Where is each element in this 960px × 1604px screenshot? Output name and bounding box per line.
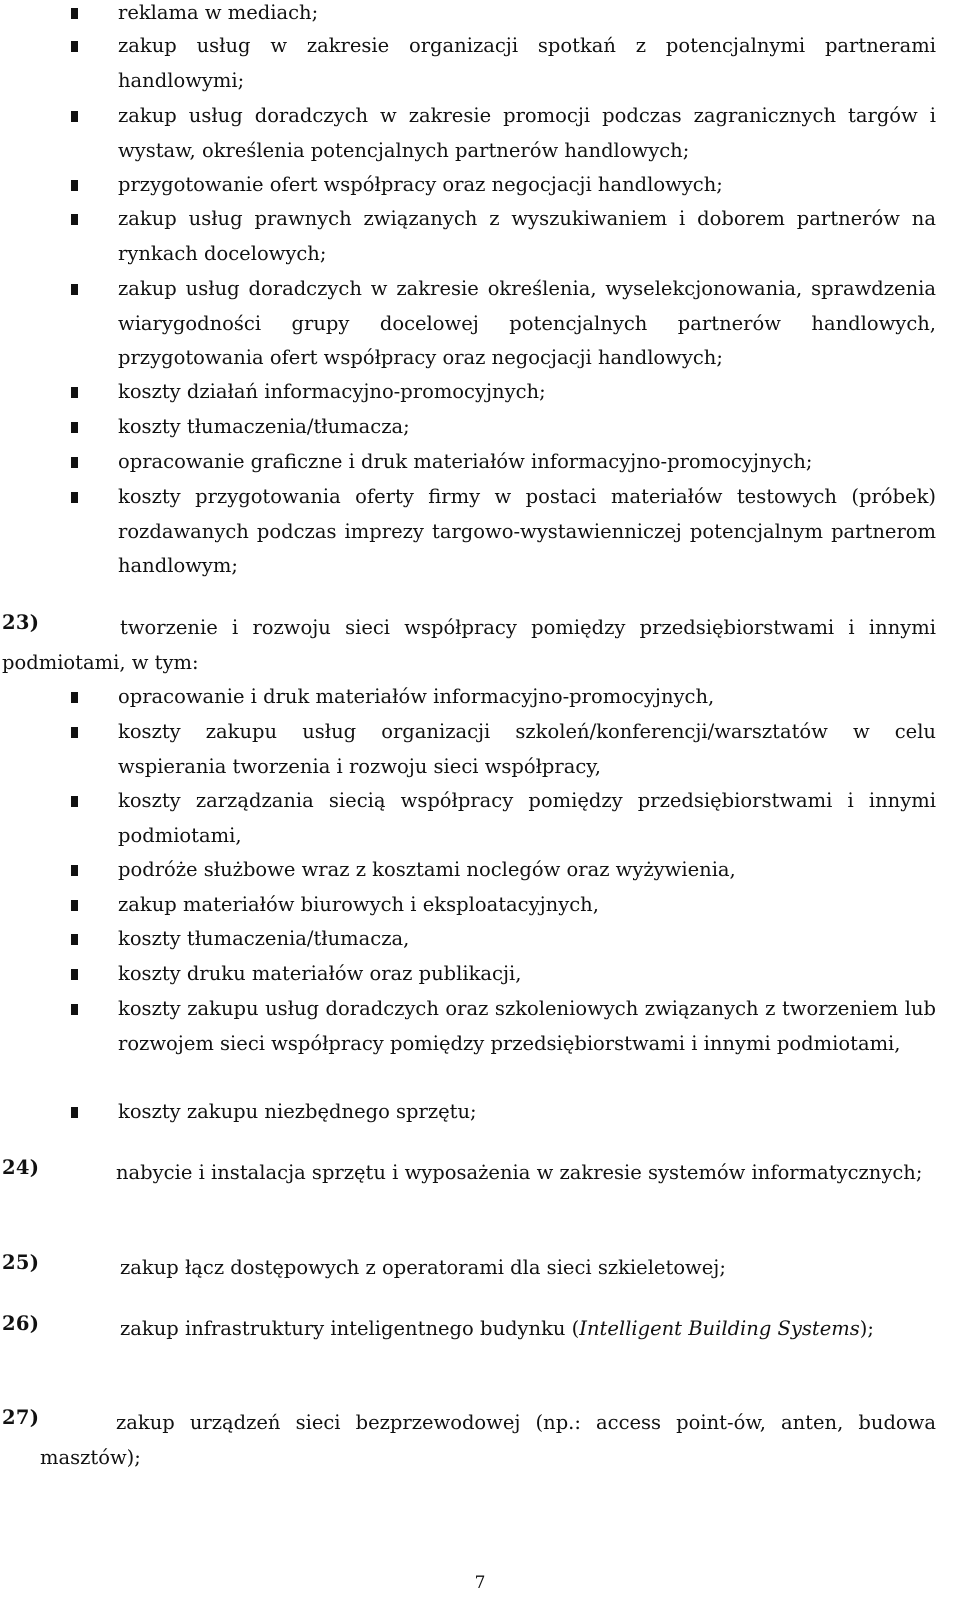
point-number: 24) bbox=[2, 1156, 40, 1179]
list-item: koszty tłumaczenia/tłumacza, bbox=[118, 927, 410, 950]
point-text bbox=[40, 1156, 936, 1191]
square-bullet-icon bbox=[71, 796, 78, 807]
point-text-content: zakup łącz dostępowych z operatorami dla sieci szkieletowej; bbox=[120, 1256, 726, 1279]
square-bullet-icon bbox=[71, 41, 78, 52]
point-text-tail: ); bbox=[859, 1317, 874, 1340]
square-bullet-icon bbox=[71, 457, 78, 468]
square-bullet-icon bbox=[71, 214, 78, 225]
list-item: koszty zakupu usług doradczych oraz szkoleniowych związanych z tworzeniem lub rozwojem sieci współpracy pomiędzy przedsiębiorstwami i innymi podmiotami, bbox=[118, 997, 936, 1055]
square-bullet-icon bbox=[71, 180, 78, 191]
square-bullet-icon bbox=[71, 492, 78, 503]
point-number: 27) bbox=[2, 1406, 40, 1429]
point-text bbox=[2, 611, 936, 680]
square-bullet-icon bbox=[71, 1004, 78, 1015]
square-bullet-icon bbox=[71, 727, 78, 738]
point-number: 23) bbox=[2, 611, 40, 634]
page-number: 7 bbox=[474, 1573, 486, 1593]
point-number: 26) bbox=[2, 1312, 40, 1335]
list-item: podróże służbowe wraz z kosztami noclegów oraz wyżywienia, bbox=[118, 858, 736, 881]
list-item: zakup materiałów biurowych i eksploatacyjnych, bbox=[118, 893, 599, 916]
point-text bbox=[40, 1251, 936, 1286]
point-text-italic: Intelligent Building Systems bbox=[579, 1317, 860, 1340]
point-text-content: zakup urządzeń sieci bezprzewodowej (np.: access point-ów, anten, budowa masztów); bbox=[40, 1411, 936, 1469]
point-text bbox=[40, 1406, 936, 1475]
square-bullet-icon bbox=[71, 111, 78, 122]
square-bullet-icon bbox=[71, 865, 78, 876]
list-item: reklama w mediach; bbox=[118, 1, 319, 24]
list-item: koszty zakupu usług organizacji szkoleń/konferencji/warsztatów w celu wspierania tworzenia i rozwoju sieci współpracy, bbox=[118, 720, 936, 778]
list-item: zakup usług doradczych w zakresie promocji podczas zagranicznych targów i wystaw, określenia potencjalnych partnerów handlowych; bbox=[118, 104, 936, 162]
point-text-content: zakup infrastruktury inteligentnego budynku ( bbox=[120, 1317, 580, 1340]
point-number: 25) bbox=[2, 1251, 40, 1274]
list-item: koszty druku materiałów oraz publikacji, bbox=[118, 962, 522, 985]
list-item: koszty przygotowania oferty firmy w postaci materiałów testowych (próbek) rozdawanych podczas imprezy targowo-wystawienniczej potencjalnym partnerom handlowym; bbox=[118, 485, 936, 577]
list-item: zakup usług prawnych związanych z wyszukiwaniem i doborem partnerów na rynkach docelowych; bbox=[118, 207, 936, 265]
square-bullet-icon bbox=[71, 422, 78, 433]
list-item: zakup usług w zakresie organizacji spotkań z potencjalnymi partnerami handlowymi; bbox=[118, 34, 936, 92]
square-bullet-icon bbox=[71, 1107, 78, 1118]
square-bullet-icon bbox=[71, 284, 78, 295]
list-item: zakup usług doradczych w zakresie określenia, wyselekcjonowania, sprawdzenia wiarygodności grupy docelowej potencjalnych partnerów handlowych, przygotowania ofert współpracy oraz negocjacji handlowych; bbox=[118, 277, 936, 369]
square-bullet-icon bbox=[71, 934, 78, 945]
square-bullet-icon bbox=[71, 8, 78, 19]
list-item: koszty tłumaczenia/tłumacza; bbox=[118, 415, 410, 438]
point-text bbox=[40, 1312, 936, 1347]
square-bullet-icon bbox=[71, 900, 78, 911]
square-bullet-icon bbox=[71, 969, 78, 980]
list-item: koszty zakupu niezbędnego sprzętu; bbox=[118, 1100, 477, 1123]
square-bullet-icon bbox=[71, 387, 78, 398]
list-item: koszty zarządzania siecią współpracy pomiędzy przedsiębiorstwami i innymi podmiotami, bbox=[118, 789, 936, 847]
list-item: przygotowanie ofert współpracy oraz negocjacji handlowych; bbox=[118, 173, 723, 196]
list-item: opracowanie graficzne i druk materiałów informacyjno-promocyjnych; bbox=[118, 450, 813, 473]
point-text-content: nabycie i instalacja sprzętu i wyposażenia w zakresie systemów informatycznych; bbox=[116, 1161, 923, 1184]
point-text-content: tworzenie i rozwoju sieci współpracy pomiędzy przedsiębiorstwami i innymi podmiotami, w tym: bbox=[2, 616, 936, 674]
square-bullet-icon bbox=[71, 692, 78, 703]
list-item: koszty działań informacyjno-promocyjnych; bbox=[118, 380, 546, 403]
list-item: opracowanie i druk materiałów informacyjno-promocyjnych, bbox=[118, 685, 715, 708]
